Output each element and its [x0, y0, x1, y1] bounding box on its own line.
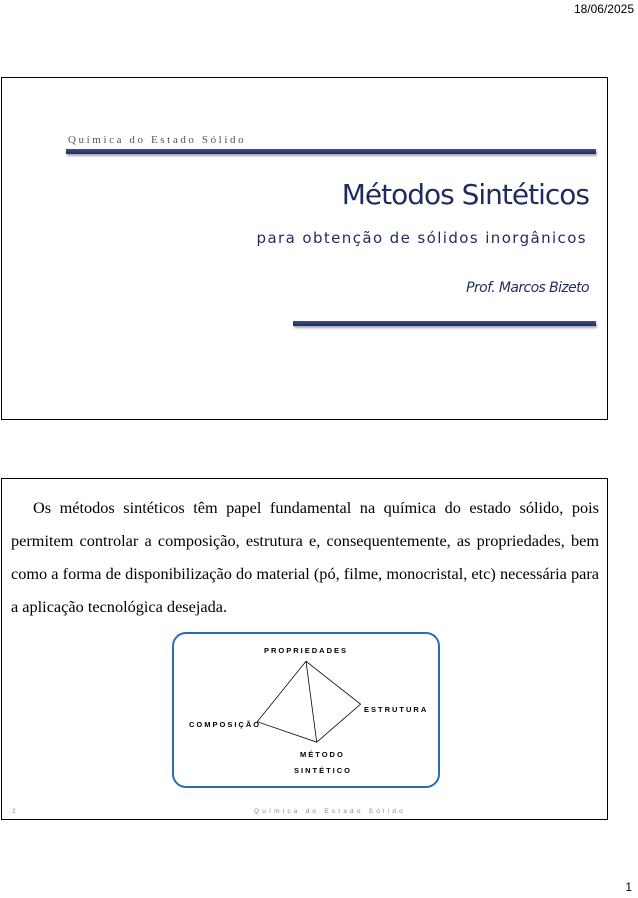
slide-number: 2 — [12, 808, 16, 815]
footer-rule — [293, 321, 596, 326]
slide-subtitle: para obtenção de sólidos inorgânicos — [256, 229, 587, 247]
label-metodo: MÉTODO — [300, 750, 345, 759]
title-slide — [1, 77, 608, 420]
slide-title: Métodos Sintéticos — [341, 178, 589, 211]
tetrahedron-diagram — [172, 632, 440, 788]
footer-text: Química do Estado Sólido — [254, 808, 406, 815]
label-composicao: COMPOSIÇÃO — [189, 720, 262, 729]
content-slide — [1, 478, 608, 820]
body-paragraph: Os métodos sintéticos têm papel fundamental na química do estado sólido, pois permitem controlar a composição, estrutura e, consequentemente, as propriedades, bem como a forma de disponibilização do material (pó, filme, monocristal, etc) necessária para a aplicação tecnológica desejada. — [11, 498, 599, 616]
label-sintetico: SINTÉTICO — [294, 766, 353, 775]
label-estrutura: ESTRUTURA — [364, 705, 429, 714]
page-number: 1 — [625, 880, 632, 894]
header-rule — [66, 149, 596, 154]
tetrahedron-outline — [257, 661, 360, 742]
tetrahedron-edge — [306, 661, 317, 742]
page-date: 18/06/2025 — [573, 2, 634, 16]
label-propriedades: PROPRIEDADES — [264, 646, 349, 655]
slide-header: Química do Estado Sólido — [68, 134, 247, 146]
author-name: Prof. Marcos Bizeto — [466, 280, 589, 296]
